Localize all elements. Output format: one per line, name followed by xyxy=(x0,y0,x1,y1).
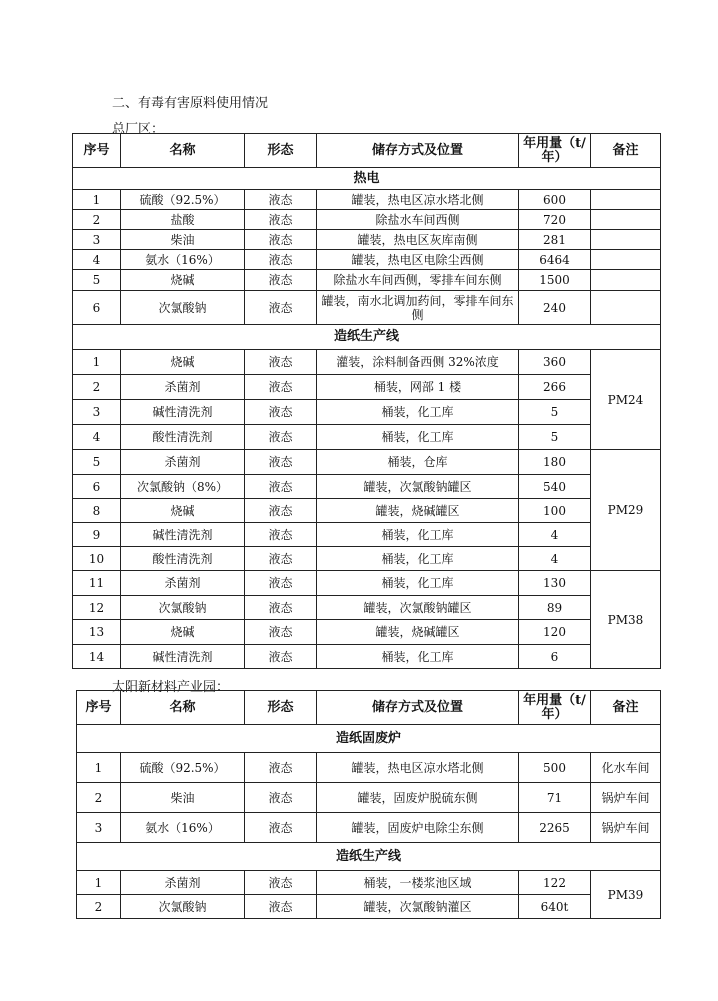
note-cell xyxy=(591,291,661,325)
table-cell: 13 xyxy=(73,620,121,645)
column-header: 备注 xyxy=(591,134,661,168)
table-cell: 液态 xyxy=(245,499,317,523)
column-header: 形态 xyxy=(245,691,317,725)
table-cell: 600 xyxy=(519,190,591,210)
table-cell: 桶装，仓库 xyxy=(317,450,519,475)
table-cell: 2 xyxy=(73,210,121,230)
table-cell: 罐装，烧碱罐区 xyxy=(317,499,519,523)
table-cell: 桶装，一楼浆池区域 xyxy=(317,871,519,895)
table-cell: 除盐水车间西侧，零排车间东侧 xyxy=(317,270,519,291)
table-cell: 122 xyxy=(519,871,591,895)
table-cell: 桶装，网部 1 楼 xyxy=(317,375,519,400)
table-cell: 14 xyxy=(73,645,121,669)
group-heading: 热电 xyxy=(73,168,661,190)
table-cell: 12 xyxy=(73,596,121,620)
table-cell: 桶装，化工库 xyxy=(317,425,519,450)
table-cell: 5 xyxy=(73,270,121,291)
table-cell: 640t xyxy=(519,895,591,919)
group-row xyxy=(77,843,661,871)
table-cell: 罐装，南水北调加药间，零排车间东侧 xyxy=(317,291,519,325)
note-cell: PM29 xyxy=(591,450,661,571)
table-cell: 液态 xyxy=(245,813,317,843)
table-cell: 液态 xyxy=(245,547,317,571)
table-cell: 液态 xyxy=(245,190,317,210)
table-cell: 碱性清洗剂 xyxy=(121,523,245,547)
table-cell: 6 xyxy=(73,291,121,325)
table-cell: 次氯酸钠 xyxy=(121,596,245,620)
table-cell: 液态 xyxy=(245,270,317,291)
note-cell: 锅炉车间 xyxy=(591,813,661,843)
table-cell: 5 xyxy=(73,450,121,475)
note-cell: PM38 xyxy=(591,571,661,669)
table-cell: 液态 xyxy=(245,871,317,895)
table-cell: 罐装，固废炉脱硫东侧 xyxy=(317,783,519,813)
table-cell: 柴油 xyxy=(121,783,245,813)
column-header: 年用量（t/年） xyxy=(519,134,591,168)
note-cell xyxy=(591,270,661,291)
table-cell: 8 xyxy=(73,499,121,523)
table-cell: 液态 xyxy=(245,596,317,620)
table-cell: 烧碱 xyxy=(121,620,245,645)
table-cell: 罐装，热电区灰库南侧 xyxy=(317,230,519,250)
table-cell: 液态 xyxy=(245,350,317,375)
note-cell: 锅炉车间 xyxy=(591,783,661,813)
table-row xyxy=(77,753,661,783)
table-cell: 液态 xyxy=(245,753,317,783)
table-row xyxy=(73,375,661,400)
table-cell: 2 xyxy=(77,783,121,813)
column-header: 年用量（t/年） xyxy=(519,691,591,725)
group-row xyxy=(73,168,661,190)
main-factory-table xyxy=(72,133,661,669)
table-cell: 液态 xyxy=(245,375,317,400)
column-header: 名称 xyxy=(121,691,245,725)
table-cell: 液态 xyxy=(245,645,317,669)
table-cell: 6 xyxy=(73,475,121,499)
table-cell: 罐装，热电区凉水塔北侧 xyxy=(317,753,519,783)
table-cell: 酸性清洗剂 xyxy=(121,547,245,571)
table-cell: 11 xyxy=(73,571,121,596)
table-cell: 3 xyxy=(73,230,121,250)
table-cell: 次氯酸钠 xyxy=(121,291,245,325)
factory-subtitle: 总厂区： xyxy=(112,122,165,137)
table-cell: 1 xyxy=(77,871,121,895)
table-cell: 3 xyxy=(77,813,121,843)
column-header: 名称 xyxy=(121,134,245,168)
table-cell: 杀菌剂 xyxy=(121,375,245,400)
table-cell: 240 xyxy=(519,291,591,325)
table-cell: 杀菌剂 xyxy=(121,450,245,475)
table-cell: 罐装，固废炉电除尘东侧 xyxy=(317,813,519,843)
table-cell: 2 xyxy=(73,375,121,400)
note-cell xyxy=(591,230,661,250)
table-row xyxy=(73,620,661,645)
table-cell: 液态 xyxy=(245,210,317,230)
header-row xyxy=(73,134,661,168)
group-heading: 造纸固废炉 xyxy=(77,725,661,753)
table-cell: 硫酸（92.5%） xyxy=(121,190,245,210)
table-cell: 液态 xyxy=(245,783,317,813)
table-row xyxy=(73,350,661,375)
table-cell: 罐装，热电区电除尘西侧 xyxy=(317,250,519,270)
table-cell: 罐装，次氯酸钠灌区 xyxy=(317,895,519,919)
table-cell: 次氯酸钠 xyxy=(121,895,245,919)
group-row xyxy=(77,725,661,753)
table-cell: 720 xyxy=(519,210,591,230)
table-cell: 烧碱 xyxy=(121,270,245,291)
table-cell: 2265 xyxy=(519,813,591,843)
table-cell: 2 xyxy=(77,895,121,919)
table-cell: 4 xyxy=(73,425,121,450)
table-row xyxy=(73,400,661,425)
table-row xyxy=(73,425,661,450)
column-header: 序号 xyxy=(73,134,121,168)
group-row xyxy=(73,325,661,350)
table-cell: 120 xyxy=(519,620,591,645)
note-cell: PM39 xyxy=(591,871,661,919)
table-cell: 柴油 xyxy=(121,230,245,250)
column-header: 储存方式及位置 xyxy=(317,134,519,168)
table-row xyxy=(73,523,661,547)
table-cell: 烧碱 xyxy=(121,350,245,375)
table-cell: 1 xyxy=(77,753,121,783)
table-cell: 液态 xyxy=(245,400,317,425)
table-row xyxy=(73,230,661,250)
table-cell: 除盐水车间西侧 xyxy=(317,210,519,230)
table-cell: 硫酸（92.5%） xyxy=(121,753,245,783)
section-title: 二、有毒有害原料使用情况 xyxy=(112,96,269,111)
table-cell: 杀菌剂 xyxy=(121,871,245,895)
note-cell: 化水车间 xyxy=(591,753,661,783)
table-cell: 266 xyxy=(519,375,591,400)
table-cell: 碱性清洗剂 xyxy=(121,400,245,425)
group-heading: 造纸生产线 xyxy=(77,843,661,871)
table-cell: 360 xyxy=(519,350,591,375)
table-cell: 130 xyxy=(519,571,591,596)
table-cell: 1 xyxy=(73,350,121,375)
table-cell: 71 xyxy=(519,783,591,813)
note-cell: PM24 xyxy=(591,350,661,450)
table-row xyxy=(73,190,661,210)
group-heading: 造纸生产线 xyxy=(73,325,661,350)
table-cell: 碱性清洗剂 xyxy=(121,645,245,669)
table-cell: 5 xyxy=(519,400,591,425)
table-cell: 杀菌剂 xyxy=(121,571,245,596)
table-cell: 氨水（16%） xyxy=(121,813,245,843)
table-cell: 桶装，化工库 xyxy=(317,571,519,596)
table-cell: 液态 xyxy=(245,523,317,547)
column-header: 序号 xyxy=(77,691,121,725)
park-subtitle: 太阳新材料产业园： xyxy=(112,680,230,695)
column-header: 形态 xyxy=(245,134,317,168)
table-cell: 500 xyxy=(519,753,591,783)
table-cell: 桶装，化工库 xyxy=(317,523,519,547)
table-row xyxy=(73,596,661,620)
table-cell: 液态 xyxy=(245,291,317,325)
table-cell: 液态 xyxy=(245,250,317,270)
table-row xyxy=(73,571,661,596)
table-cell: 氨水（16%） xyxy=(121,250,245,270)
table-cell: 罐装，烧碱罐区 xyxy=(317,620,519,645)
table-cell: 盐酸 xyxy=(121,210,245,230)
table-cell: 罐装，热电区凉水塔北侧 xyxy=(317,190,519,210)
table-cell: 9 xyxy=(73,523,121,547)
table-row xyxy=(73,270,661,291)
table-cell: 液态 xyxy=(245,571,317,596)
table-cell: 液态 xyxy=(245,475,317,499)
table-cell: 液态 xyxy=(245,620,317,645)
table-row xyxy=(73,250,661,270)
table-row xyxy=(73,475,661,499)
table-cell: 100 xyxy=(519,499,591,523)
table-cell: 罐装，次氯酸钠罐区 xyxy=(317,596,519,620)
table-row xyxy=(77,871,661,895)
note-cell xyxy=(591,190,661,210)
table-row xyxy=(73,291,661,325)
table-cell: 4 xyxy=(73,250,121,270)
table-cell: 罐装，次氯酸钠罐区 xyxy=(317,475,519,499)
table-cell: 桶装，化工库 xyxy=(317,400,519,425)
table-row xyxy=(73,547,661,571)
table-cell: 89 xyxy=(519,596,591,620)
note-cell xyxy=(591,250,661,270)
table-cell: 液态 xyxy=(245,450,317,475)
table-row xyxy=(73,210,661,230)
park-table xyxy=(76,690,661,919)
table-cell: 180 xyxy=(519,450,591,475)
table-cell: 5 xyxy=(519,425,591,450)
column-header: 储存方式及位置 xyxy=(317,691,519,725)
table-cell: 1500 xyxy=(519,270,591,291)
table-cell: 桶装，化工库 xyxy=(317,547,519,571)
table-cell: 酸性清洗剂 xyxy=(121,425,245,450)
table-cell: 6 xyxy=(519,645,591,669)
table-row xyxy=(73,499,661,523)
table-cell: 4 xyxy=(519,547,591,571)
table-cell: 540 xyxy=(519,475,591,499)
table-cell: 烧碱 xyxy=(121,499,245,523)
header-row xyxy=(77,691,661,725)
note-cell xyxy=(591,210,661,230)
table-row xyxy=(73,450,661,475)
column-header: 备注 xyxy=(591,691,661,725)
table-cell: 1 xyxy=(73,190,121,210)
table-row xyxy=(77,895,661,919)
table-row xyxy=(73,645,661,669)
table-row xyxy=(77,783,661,813)
table-cell: 6464 xyxy=(519,250,591,270)
table-cell: 液态 xyxy=(245,425,317,450)
table-cell: 灌装，涂料制备西侧 32%浓度 xyxy=(317,350,519,375)
table-cell: 281 xyxy=(519,230,591,250)
table-cell: 3 xyxy=(73,400,121,425)
table-cell: 10 xyxy=(73,547,121,571)
table-cell: 4 xyxy=(519,523,591,547)
table-cell: 液态 xyxy=(245,230,317,250)
table-cell: 桶装，化工库 xyxy=(317,645,519,669)
table-cell: 次氯酸钠（8%） xyxy=(121,475,245,499)
table-row xyxy=(77,813,661,843)
table-cell: 液态 xyxy=(245,895,317,919)
